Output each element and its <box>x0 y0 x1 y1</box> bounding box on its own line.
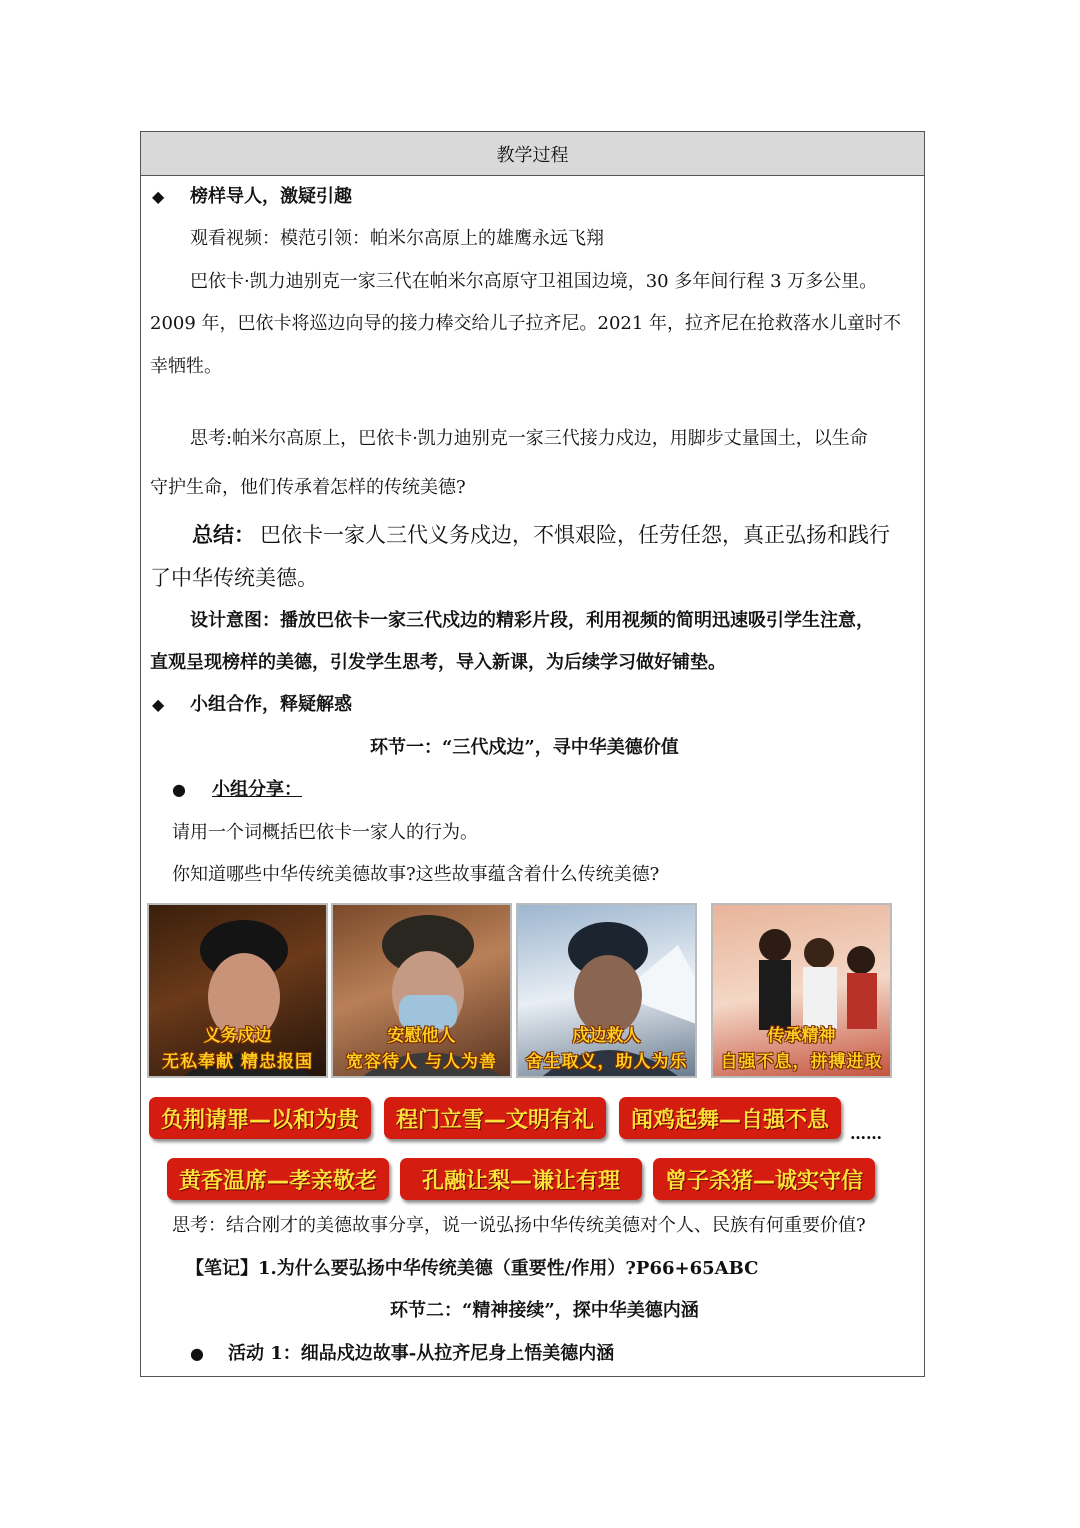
photo-card <box>711 903 892 1078</box>
photo-caption-sub: 自强不息，拼搏进取 <box>720 1052 883 1072</box>
question-1: 请用一个词概括巴依卡一家人的行为。 <box>172 822 478 843</box>
story-line-2: 2009 年，巴依卡将巡边向导的接力棒交给儿子拉齐尼。2021 年，拉齐尼在抢救落水儿童时不 <box>150 313 902 334</box>
activity-1: 活动 1：细品戍边故事-从拉齐尼身上悟美德内涵 <box>228 1343 615 1364</box>
photo-caption-sub: 宽容待人 与人为善 <box>346 1052 497 1072</box>
photo-caption-main: 传承精神 <box>767 1026 836 1046</box>
photo-caption-sub: 无私奉献 精忠报国 <box>162 1052 313 1072</box>
design-intent-line-1: 设计意图：播放巴依卡一家三代戍边的精彩片段，利用视频的简明迅速吸引学生注意， <box>190 610 874 631</box>
circle-bullet-icon: ● <box>190 1344 204 1363</box>
table-header: 教学过程 <box>141 132 924 176</box>
story-line-3: 幸牺牲。 <box>150 356 222 377</box>
group-share-label: 小组分享： <box>212 779 302 800</box>
story-tag: 孔融让梨—谦让有理 <box>400 1158 642 1200</box>
photo-caption-main: 安慰他人 <box>387 1026 456 1046</box>
section1-heading: 榜样导人，激疑引趣 <box>190 186 352 207</box>
story-tag: 程门立雪—文明有礼 <box>384 1097 606 1139</box>
step1-title: 环节一：“三代戍边”，寻中华美德价值 <box>370 737 679 758</box>
think-line-2: 守护生命，他们传承着怎样的传统美德? <box>150 477 466 498</box>
diamond-bullet-icon: ◆ <box>152 695 165 714</box>
step2-title: 环节二：“精神接续”，探中华美德内涵 <box>390 1300 699 1321</box>
summary-line-1: 巴依卡一家人三代义务戍边，不惧艰险，任劳任怨，真正弘扬和践行 <box>260 523 890 547</box>
photo-caption-main: 戍边救人 <box>572 1026 641 1046</box>
ellipsis: …… <box>850 1124 882 1143</box>
design-intent-line-2: 直观呈现榜样的美德，引发学生思考，导入新课，为后续学习做好铺垫。 <box>150 652 726 673</box>
think-line-1: 思考:帕米尔高原上，巴依卡·凯力迪别克一家三代接力戍边，用脚步丈量国土，以生命 <box>190 428 868 449</box>
diamond-bullet-icon: ◆ <box>152 187 165 206</box>
photo-card <box>147 903 328 1078</box>
think-question-2: 思考：结合刚才的美德故事分享，说一说弘扬中华传统美德对个人、民族有何重要价值? <box>172 1215 866 1236</box>
story-tag: 闻鸡起舞—自强不息 <box>619 1097 841 1139</box>
story-line-1: 巴依卡·凯力迪别克一家三代在帕米尔高原守卫祖国边境，30 多年间行程 3 万多公里。 <box>190 271 878 292</box>
photo-caption-sub: 舍生取义，助人为乐 <box>525 1052 688 1072</box>
story-tag: 曾子杀猪—诚实守信 <box>653 1158 875 1200</box>
question-2: 你知道哪些中华传统美德故事?这些故事蕴含着什么传统美德? <box>172 864 660 885</box>
summary-label: 总结： <box>192 522 255 547</box>
video-line: 观看视频：模范引领：帕米尔高原上的雄鹰永远飞翔 <box>190 228 604 249</box>
story-tag: 黄香温席—孝亲敬老 <box>167 1158 389 1200</box>
summary-line-2: 了中华传统美德。 <box>150 566 318 590</box>
section2-heading: 小组合作，释疑解惑 <box>190 694 352 715</box>
story-tag: 负荆请罪—以和为贵 <box>149 1097 371 1139</box>
photo-card <box>331 903 512 1078</box>
photo-caption-main: 义务戍边 <box>203 1026 272 1046</box>
note-line: 【笔记】1.为什么要弘扬中华传统美德（重要性/作用）?P66+65ABC <box>186 1258 759 1279</box>
circle-bullet-icon: ● <box>172 780 186 799</box>
photo-card <box>516 903 697 1078</box>
